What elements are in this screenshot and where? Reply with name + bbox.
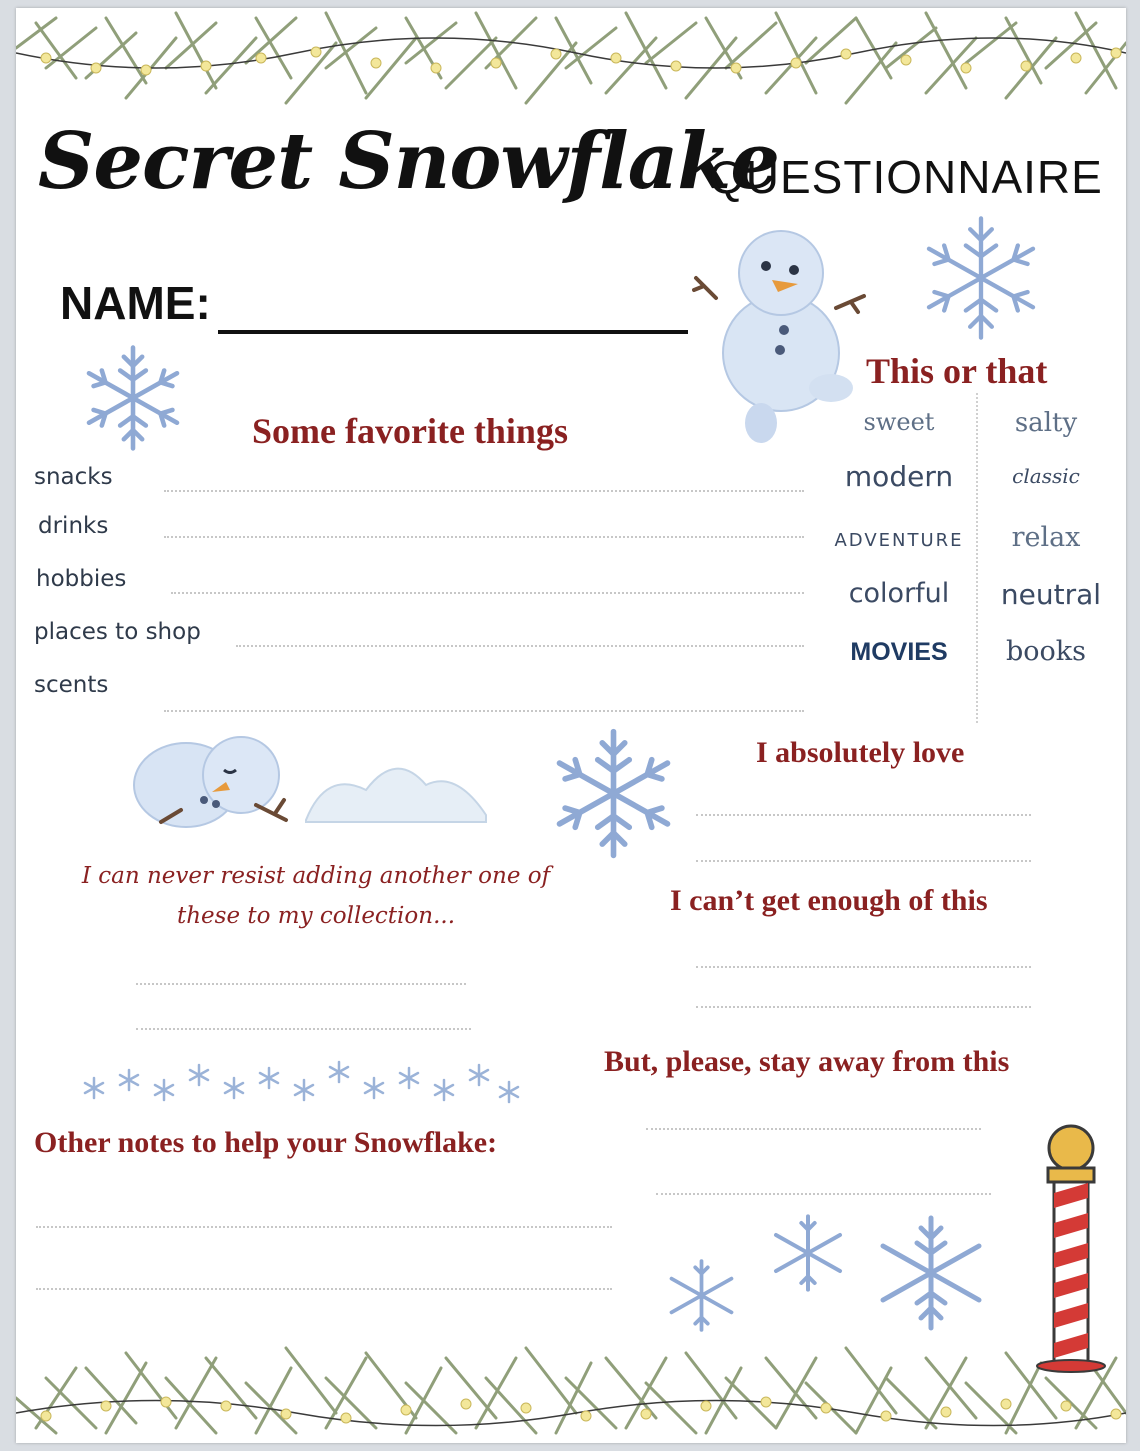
stay-away-line-2[interactable] [656,1193,991,1195]
enough-line-1[interactable] [696,966,1031,968]
option-neutral[interactable]: neutral [1000,578,1102,611]
bottom-garland-decoration [16,1318,1126,1443]
option-classic[interactable]: classic [1012,464,1080,488]
option-salty[interactable]: salty [1014,408,1078,438]
stay-away-heading: But, please, stay away from this [604,1045,1010,1078]
love-heading: I absolutely love [756,736,965,769]
snowflake-icon [768,1213,848,1293]
north-pole-illustration [1026,1123,1116,1373]
fav-label-scents: scents [34,672,109,698]
sleeping-snowman-illustration [126,730,506,830]
title-questionnaire: QUESTIONNAIRE [709,151,1103,203]
fav-line-drinks[interactable] [164,536,804,538]
enough-line-2[interactable] [696,1006,1031,1008]
collection-prompt: I can never resist adding another one of these to my collection... [81,863,551,929]
snowflake-icon [78,343,188,453]
fav-line-scents[interactable] [164,710,804,712]
fav-label-drinks: drinks [38,513,109,539]
notes-heading: Other notes to help your Snowflake: [34,1126,498,1159]
enough-heading: I can’t get enough of this [670,884,988,917]
option-sweet[interactable]: sweet [863,408,935,436]
this-or-that-heading: This or that [866,351,1048,391]
favorites-heading: Some favorite things [252,411,568,451]
option-movies[interactable]: MOVIES [850,638,948,666]
love-line-2[interactable] [696,860,1031,862]
snowflake-icon [664,1258,739,1333]
option-colorful[interactable]: colorful [848,578,950,609]
name-input-line[interactable] [218,330,688,334]
collection-line-1[interactable] [136,983,466,985]
snowflake-icon [546,726,681,861]
option-books[interactable]: books [1005,636,1086,667]
title-script: Secret Snowflake [38,116,779,207]
this-or-that-divider [976,393,978,723]
snowflake-border-decoration [74,1050,524,1110]
notes-line-1[interactable] [36,1226,612,1228]
name-label: NAME: [60,277,211,329]
option-relax[interactable]: relax [1011,522,1081,553]
option-adventure[interactable]: ADVENTURE [834,530,964,551]
fav-label-snacks: snacks [34,464,113,490]
snowflake-icon [871,1213,991,1333]
stay-away-line-1[interactable] [646,1128,981,1130]
fav-line-hobbies[interactable] [171,592,804,594]
notes-line-2[interactable] [36,1288,612,1290]
fav-line-places[interactable] [236,645,804,647]
snowflake-icon [916,213,1046,343]
questionnaire-page [16,8,1126,1443]
fav-line-snacks[interactable] [164,490,804,492]
fav-label-places: places to shop [34,619,201,645]
love-line-1[interactable] [696,814,1031,816]
fav-label-hobbies: hobbies [36,566,127,592]
option-modern[interactable]: modern [844,460,954,493]
collection-line-2[interactable] [136,1028,471,1030]
